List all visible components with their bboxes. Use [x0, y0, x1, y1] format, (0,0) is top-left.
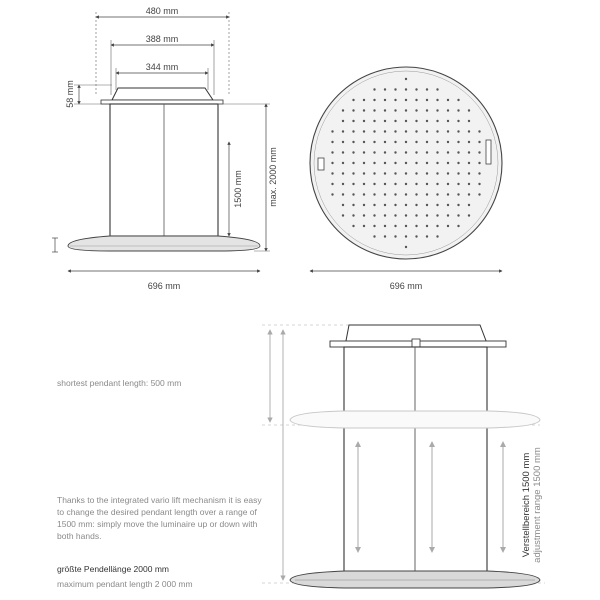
led-dot: [384, 151, 386, 153]
led-dot: [363, 204, 365, 206]
led-dot: [468, 204, 470, 206]
led-dot: [363, 141, 365, 143]
led-dot: [426, 172, 428, 174]
led-dot: [394, 204, 396, 206]
dim-58-label: 58 mm: [65, 80, 75, 108]
led-dot: [363, 193, 365, 195]
led-dot: [384, 214, 386, 216]
led-dot: [394, 141, 396, 143]
led-dot: [405, 204, 407, 206]
led-dot: [363, 172, 365, 174]
led-dot: [457, 193, 459, 195]
led-dot: [384, 225, 386, 227]
led-dot: [436, 172, 438, 174]
led-dot: [457, 183, 459, 185]
led-dot: [447, 109, 449, 111]
led-dot: [352, 214, 354, 216]
led-dot: [405, 214, 407, 216]
led-dot: [415, 130, 417, 132]
dim-344-label: 344 mm: [145, 62, 179, 72]
led-dot: [415, 109, 417, 111]
led-dot: [331, 183, 333, 185]
led-dot: [342, 109, 344, 111]
led-dot: [415, 183, 417, 185]
led-dot: [352, 141, 354, 143]
led-dot: [436, 99, 438, 101]
led-dot: [447, 120, 449, 122]
led-dot: [363, 99, 365, 101]
led-dot: [384, 120, 386, 122]
led-dot: [478, 193, 480, 195]
led-dot: [405, 225, 407, 227]
lower-elevation: [262, 325, 545, 588]
led-dot: [384, 141, 386, 143]
led-dot: [352, 130, 354, 132]
led-dot: [394, 214, 396, 216]
led-dot: [447, 141, 449, 143]
led-dot: [457, 109, 459, 111]
led-dot: [436, 141, 438, 143]
led-dot: [478, 151, 480, 153]
led-dot: [468, 109, 470, 111]
dim-696-right-label: 696 mm: [389, 281, 423, 291]
led-dot: [363, 214, 365, 216]
led-dot: [415, 162, 417, 164]
led-dot: [384, 130, 386, 132]
led-dot: [405, 246, 407, 248]
led-dot: [468, 130, 470, 132]
led-dot: [468, 141, 470, 143]
led-dot: [352, 99, 354, 101]
led-dot: [468, 183, 470, 185]
led-dot: [373, 214, 375, 216]
right-connector: [486, 140, 491, 164]
led-dot: [447, 214, 449, 216]
led-dot: [384, 172, 386, 174]
led-dot: [436, 130, 438, 132]
led-dot: [447, 162, 449, 164]
led-dot: [384, 109, 386, 111]
led-dot: [436, 193, 438, 195]
led-dot: [468, 172, 470, 174]
led-dot: [342, 193, 344, 195]
maximum-pendant-length-text: maximum pendant length 2 000 mm: [57, 579, 193, 589]
led-dot: [363, 130, 365, 132]
led-dot: [468, 162, 470, 164]
led-dot: [415, 141, 417, 143]
led-dot: [331, 162, 333, 164]
led-dot: [405, 141, 407, 143]
led-dot: [342, 120, 344, 122]
led-dot: [373, 109, 375, 111]
led-dot: [373, 235, 375, 237]
led-dot: [426, 235, 428, 237]
led-dot: [373, 120, 375, 122]
led-dot: [457, 225, 459, 227]
dim-696-left-label: 696 mm: [147, 281, 181, 291]
led-dot: [405, 151, 407, 153]
led-dot: [415, 88, 417, 90]
led-dot: [342, 162, 344, 164]
led-dot: [363, 109, 365, 111]
led-dot: [331, 130, 333, 132]
led-dot: [405, 109, 407, 111]
led-dot: [352, 162, 354, 164]
led-dot: [436, 183, 438, 185]
led-dot: [457, 120, 459, 122]
led-dot: [342, 141, 344, 143]
groesste-pendellaenge-text: größte Pendellänge 2000 mm: [57, 564, 169, 574]
led-dot: [352, 225, 354, 227]
led-dot: [415, 193, 417, 195]
led-dot: [342, 151, 344, 153]
led-dot: [415, 225, 417, 227]
led-dot: [384, 99, 386, 101]
led-dot: [426, 151, 428, 153]
led-dot: [394, 183, 396, 185]
led-dot: [478, 162, 480, 164]
led-dot: [447, 193, 449, 195]
led-dot: [426, 88, 428, 90]
plan-view: [310, 67, 502, 291]
led-dot: [415, 172, 417, 174]
led-dot: [352, 193, 354, 195]
led-dot: [447, 183, 449, 185]
led-dot: [363, 183, 365, 185]
led-dot: [373, 183, 375, 185]
led-dot: [384, 204, 386, 206]
led-dot: [405, 120, 407, 122]
led-dot: [426, 99, 428, 101]
led-dot: [447, 204, 449, 206]
led-dot: [426, 120, 428, 122]
led-dot: [457, 214, 459, 216]
led-dot: [363, 225, 365, 227]
led-dot: [436, 225, 438, 227]
led-dot: [373, 88, 375, 90]
led-dot: [352, 109, 354, 111]
led-dot: [352, 172, 354, 174]
led-dot: [331, 172, 333, 174]
adjustment-range-label: adjustment range 1500 mm: [532, 447, 543, 563]
led-dot: [447, 151, 449, 153]
led-dot: [373, 162, 375, 164]
led-dot: [457, 141, 459, 143]
led-dot: [352, 204, 354, 206]
led-dot: [394, 151, 396, 153]
led-dot: [331, 151, 333, 153]
led-dot: [468, 214, 470, 216]
led-dot: [394, 120, 396, 122]
dim-max-2000-label: max. 2000 mm: [268, 147, 278, 207]
led-dot: [384, 193, 386, 195]
led-dot: [426, 214, 428, 216]
led-dot: [415, 235, 417, 237]
led-dot: [363, 151, 365, 153]
led-dot: [405, 78, 407, 80]
led-dot: [405, 183, 407, 185]
led-dot: [373, 225, 375, 227]
led-dot: [436, 88, 438, 90]
led-dot: [447, 225, 449, 227]
led-dot: [394, 193, 396, 195]
led-dot: [373, 193, 375, 195]
dim-480-label: 480 mm: [145, 6, 179, 16]
led-dot: [342, 183, 344, 185]
led-dot: [478, 141, 480, 143]
led-dot: [384, 88, 386, 90]
led-dot: [373, 172, 375, 174]
dim-1500-label: 1500 mm: [233, 170, 243, 208]
led-dot: [457, 151, 459, 153]
led-dot: [384, 162, 386, 164]
led-dot: [331, 141, 333, 143]
led-dot: [342, 204, 344, 206]
led-dot: [457, 162, 459, 164]
led-dot: [436, 162, 438, 164]
led-dot: [447, 99, 449, 101]
shortest-pendant-text: shortest pendant length: 500 mm: [57, 378, 182, 388]
led-dot: [415, 120, 417, 122]
led-dot: [468, 193, 470, 195]
led-dot: [426, 183, 428, 185]
led-dot: [373, 99, 375, 101]
led-dot: [436, 235, 438, 237]
led-dot: [415, 204, 417, 206]
led-dot: [415, 214, 417, 216]
led-dot: [394, 235, 396, 237]
led-dot: [405, 172, 407, 174]
led-dot: [394, 130, 396, 132]
left-connector: [318, 158, 324, 170]
led-dot: [426, 204, 428, 206]
led-dot: [384, 235, 386, 237]
led-dot: [426, 162, 428, 164]
led-dot: [447, 130, 449, 132]
led-dot: [394, 162, 396, 164]
led-dot: [405, 193, 407, 195]
led-dot: [394, 109, 396, 111]
led-dot: [373, 204, 375, 206]
led-dot: [426, 109, 428, 111]
led-dot: [373, 130, 375, 132]
led-dot: [436, 151, 438, 153]
led-dot: [352, 120, 354, 122]
led-dot: [384, 183, 386, 185]
led-dot: [436, 120, 438, 122]
led-dot: [394, 88, 396, 90]
led-dot: [436, 109, 438, 111]
led-dot: [342, 214, 344, 216]
led-dot: [478, 183, 480, 185]
led-dot: [405, 99, 407, 101]
led-dot: [478, 130, 480, 132]
led-dot: [426, 141, 428, 143]
led-dot: [415, 99, 417, 101]
led-dot: [352, 183, 354, 185]
led-dot: [405, 235, 407, 237]
front-elevation: [52, 6, 278, 291]
led-dot: [342, 130, 344, 132]
led-dot: [394, 172, 396, 174]
led-dot: [457, 99, 459, 101]
led-dot: [405, 88, 407, 90]
led-dot: [468, 120, 470, 122]
verstellbereich-label: Verstellbereich 1500 mm: [521, 452, 532, 558]
led-dot: [457, 204, 459, 206]
led-dot: [468, 151, 470, 153]
led-dot: [342, 172, 344, 174]
vario-lift-description: Thanks to the integrated vario lift mechanism it is easy to change the desired pendant length over a range of 1500 mm: simply move the luminaire up or down with both hands.: [57, 495, 262, 541]
led-dot: [415, 151, 417, 153]
led-dot: [478, 172, 480, 174]
led-dot: [426, 130, 428, 132]
led-dot: [331, 193, 333, 195]
dim-388-label: 388 mm: [145, 34, 179, 44]
led-dot: [373, 141, 375, 143]
led-dot: [457, 172, 459, 174]
led-dot: [405, 130, 407, 132]
led-dot: [436, 204, 438, 206]
led-dot: [373, 151, 375, 153]
led-dot: [363, 120, 365, 122]
led-dot: [457, 130, 459, 132]
led-dot: [394, 99, 396, 101]
led-dot: [426, 193, 428, 195]
led-dot: [352, 151, 354, 153]
led-dot: [426, 225, 428, 227]
led-dot: [447, 172, 449, 174]
led-dot: [394, 225, 396, 227]
led-dot: [405, 162, 407, 164]
led-dot: [436, 214, 438, 216]
led-dot: [363, 162, 365, 164]
